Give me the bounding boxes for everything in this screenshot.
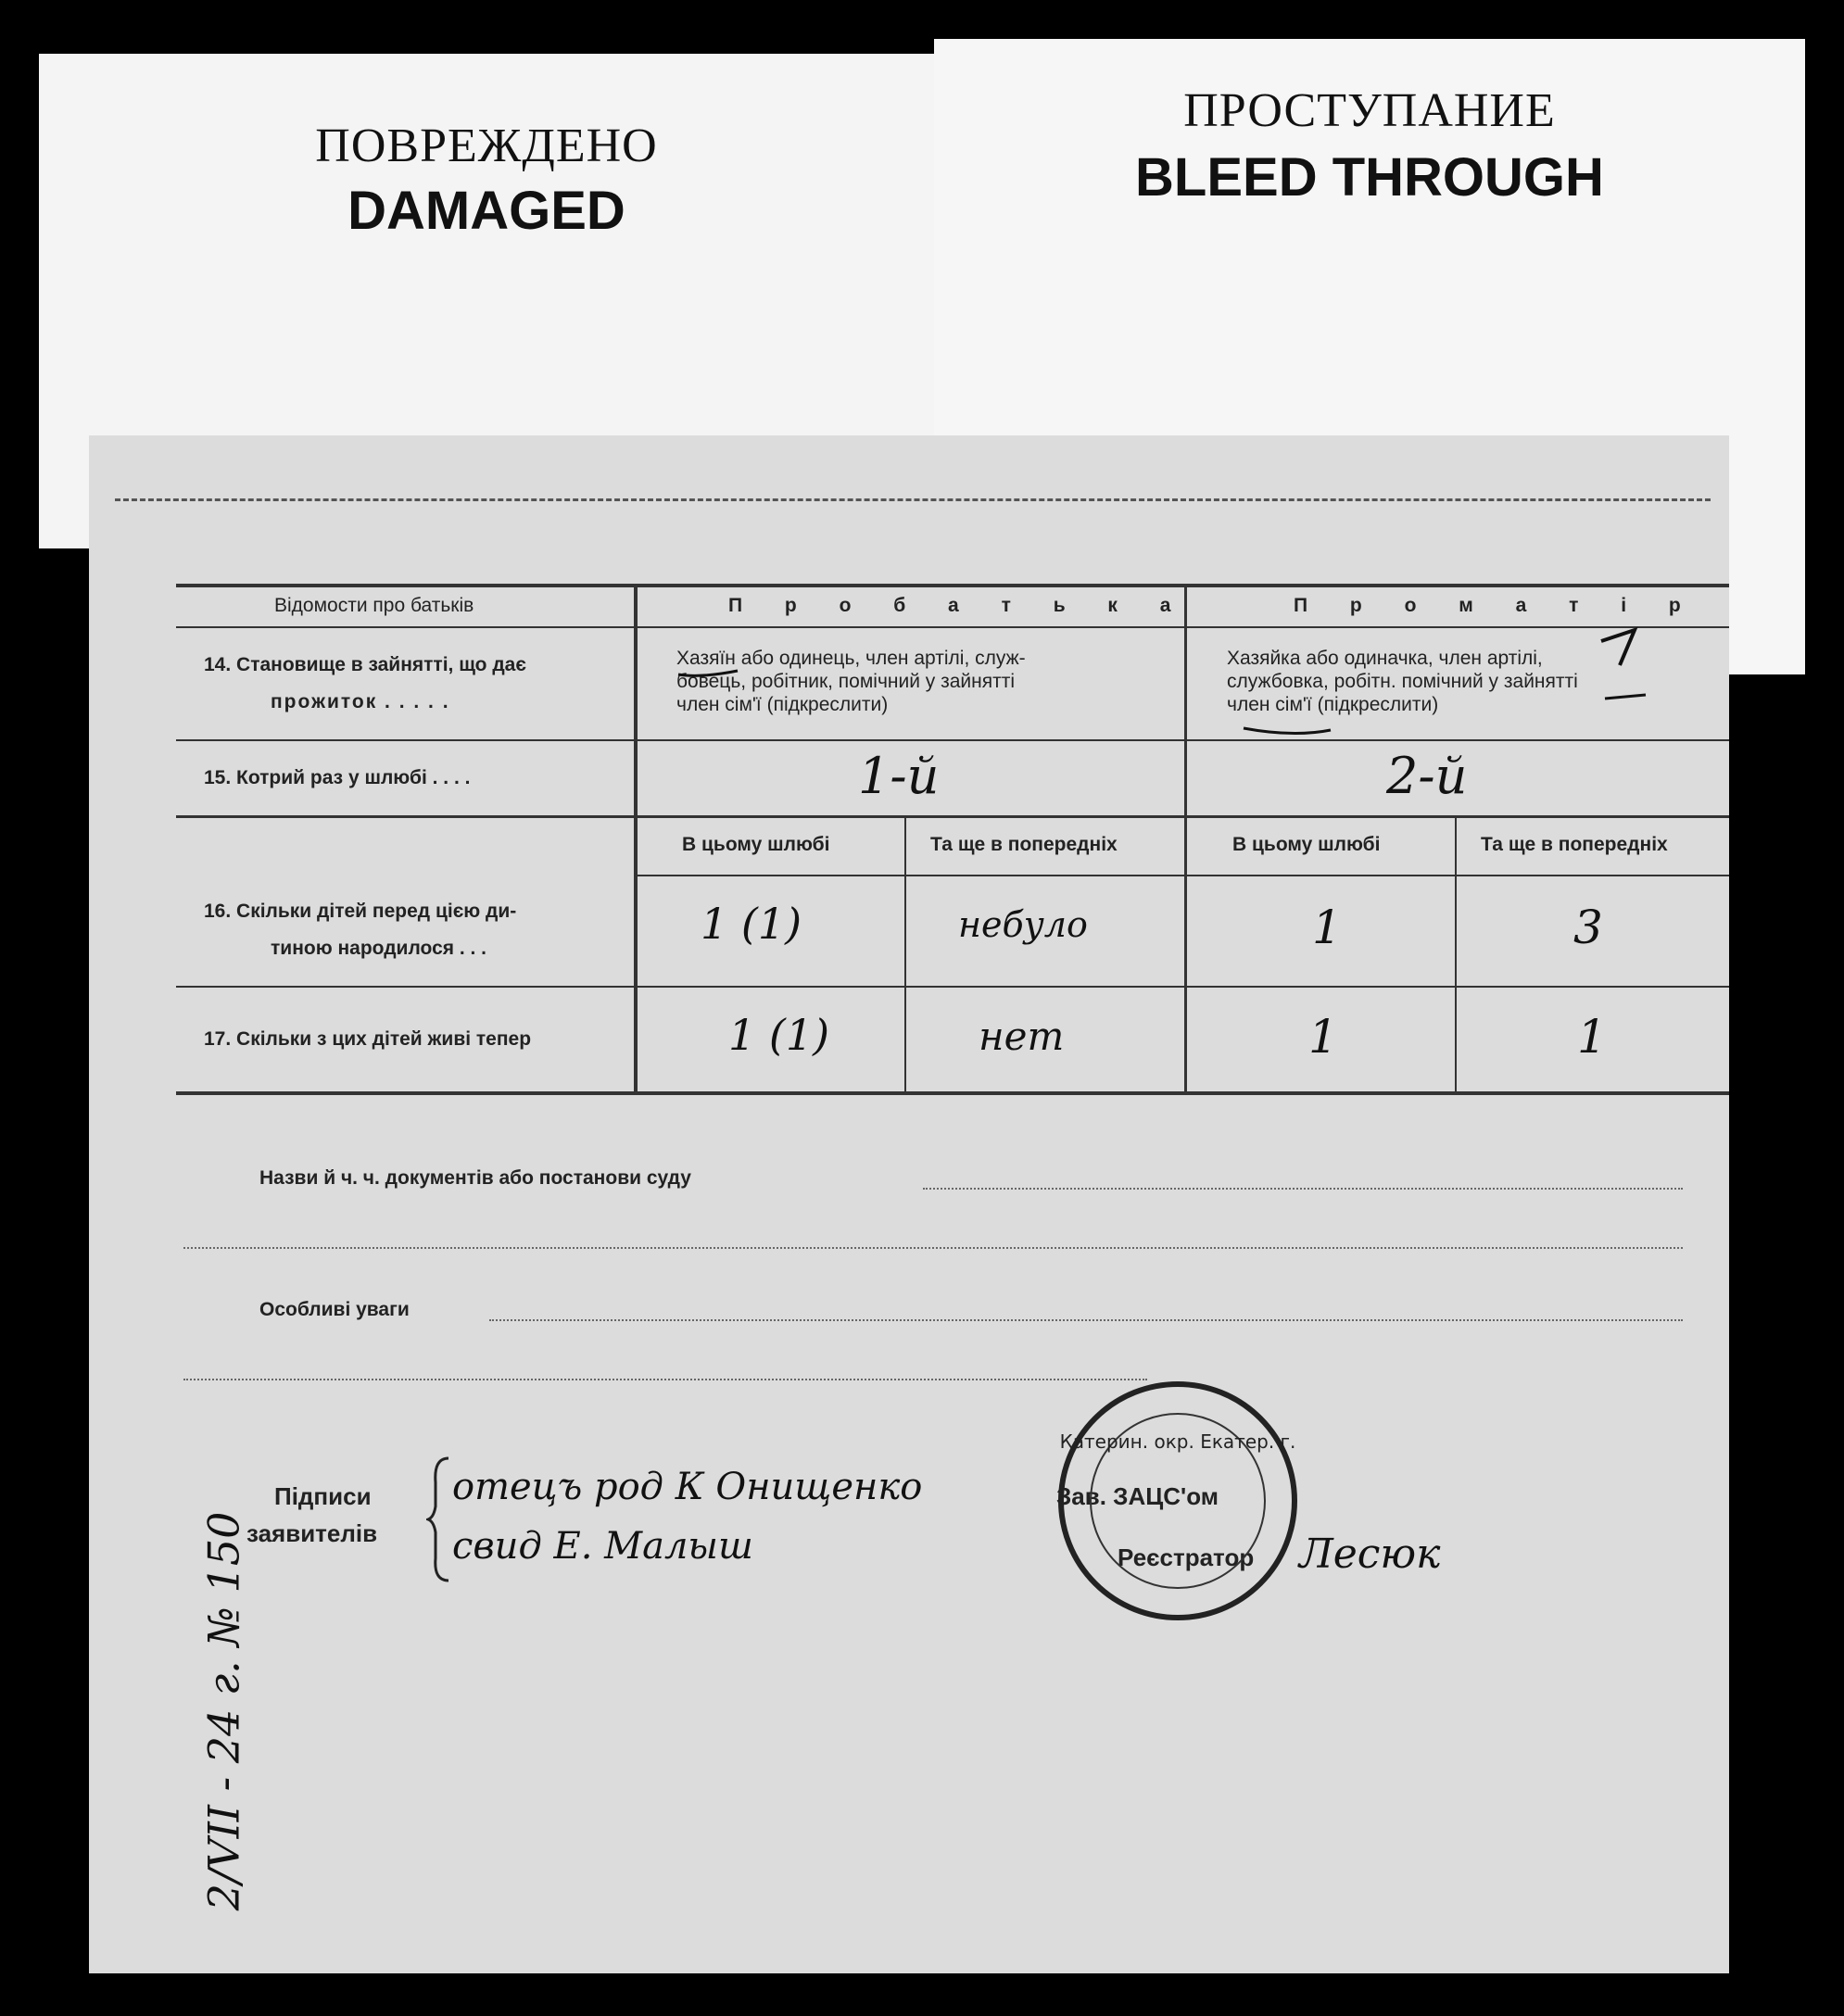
subheader-mother-this-marriage: В цьому шлюбі <box>1232 834 1381 855</box>
documents-label: Назви й ч. ч. документів або постанови суду <box>259 1167 691 1189</box>
row16-father-previous-value: небуло <box>958 904 1088 945</box>
applicant-signature-2: свид Е. Малыш <box>452 1525 753 1568</box>
signatures-label-line1: Підписи <box>274 1482 372 1510</box>
row16-mother-previous-value: 3 <box>1573 901 1603 954</box>
subheader-mother-previous: Та ще в попередніх <box>1481 834 1668 855</box>
damaged-card-russian: ПОВРЕЖДЕНО <box>315 120 658 172</box>
row17-mother-previous-value: 1 <box>1577 1010 1607 1064</box>
bleed-through-card-russian: ПРОСТУПАНИЕ <box>1183 84 1556 137</box>
stamp-text: Катерин. окр. Екатер. г. <box>1059 1430 1296 1453</box>
row16-label-line1: 16. Скільки дітей перед цією ди- <box>204 901 517 922</box>
row14-label-line2: прожиток . . . . . <box>271 691 450 712</box>
registrar-signature: Лесюк <box>1299 1531 1441 1578</box>
remarks-dotted-line <box>489 1319 1683 1321</box>
signatures-label-line2: заявителів <box>246 1519 378 1547</box>
applicant-signature-1: отецъ род К Онищенко <box>452 1466 923 1508</box>
bleed-through-card-english: BLEED THROUGH <box>1135 147 1604 208</box>
row17-mother-this-value: 1 <box>1308 1010 1338 1064</box>
row14-label-line1: 14. Становище в зайнятті, що дає <box>204 654 526 675</box>
row15-label: 15. Котрий раз у шлюбі . . . . <box>204 767 471 788</box>
official-seal-stamp <box>1053 1376 1303 1626</box>
table-bottom-border <box>176 1091 1729 1095</box>
row14-mother-line3: член сім'ї (підкреслити) <box>1227 694 1439 715</box>
row17-label: 17. Скільки з цих дітей живі тепер <box>204 1028 532 1050</box>
registrar-label: Реєстратор <box>1118 1544 1255 1571</box>
row15-mother-value: 2-й <box>1386 747 1468 805</box>
documents-dotted-line <box>183 1247 1683 1249</box>
remarks-dotted-line <box>183 1379 1147 1380</box>
damaged-card-english: DAMAGED <box>347 181 625 241</box>
row14-father-line2: бовець, робітник, помічний у зайнятті <box>676 671 1016 692</box>
row15-father-value: 1-й <box>858 747 940 805</box>
row16-mother-this-value: 1 <box>1312 901 1342 954</box>
row17-father-previous-value: нет <box>979 1014 1065 1059</box>
documents-dotted-line <box>923 1188 1683 1190</box>
header-father: П р о б а т ь к а <box>728 595 1190 616</box>
row17-father-this-value: 1 (1) <box>728 1010 830 1060</box>
row14-father-line1: Хазяїн або одинець, член артілі, служ- <box>676 648 1026 669</box>
zags-head-label: Зав. ЗАЦС'ом <box>1056 1482 1219 1510</box>
row14-mother-line1: Хазяйка або одиначка, член артілі, <box>1227 648 1543 669</box>
margin-note: 2/VII - 24 г. № 150 <box>198 1511 249 1911</box>
header-mother: П р о м а т і р <box>1294 595 1699 616</box>
subheader-father-this-marriage: В цьому шлюбі <box>682 834 830 855</box>
remarks-label: Особливі уваги <box>259 1299 410 1320</box>
row16-father-this-value: 1 (1) <box>701 899 802 949</box>
row14-mother-line2: службовка, робітн. помічний у зайнятті <box>1227 671 1578 692</box>
row16-label-line2: тиною народилося . . . <box>271 938 487 959</box>
registration-form <box>89 435 1729 1973</box>
subheader-father-previous: Та ще в попередніх <box>930 834 1118 855</box>
signatures-brace <box>426 1455 454 1584</box>
header-parents-info: Відомости про батьків <box>274 595 474 616</box>
row14-father-line3: член сім'ї (підкреслити) <box>676 694 889 715</box>
